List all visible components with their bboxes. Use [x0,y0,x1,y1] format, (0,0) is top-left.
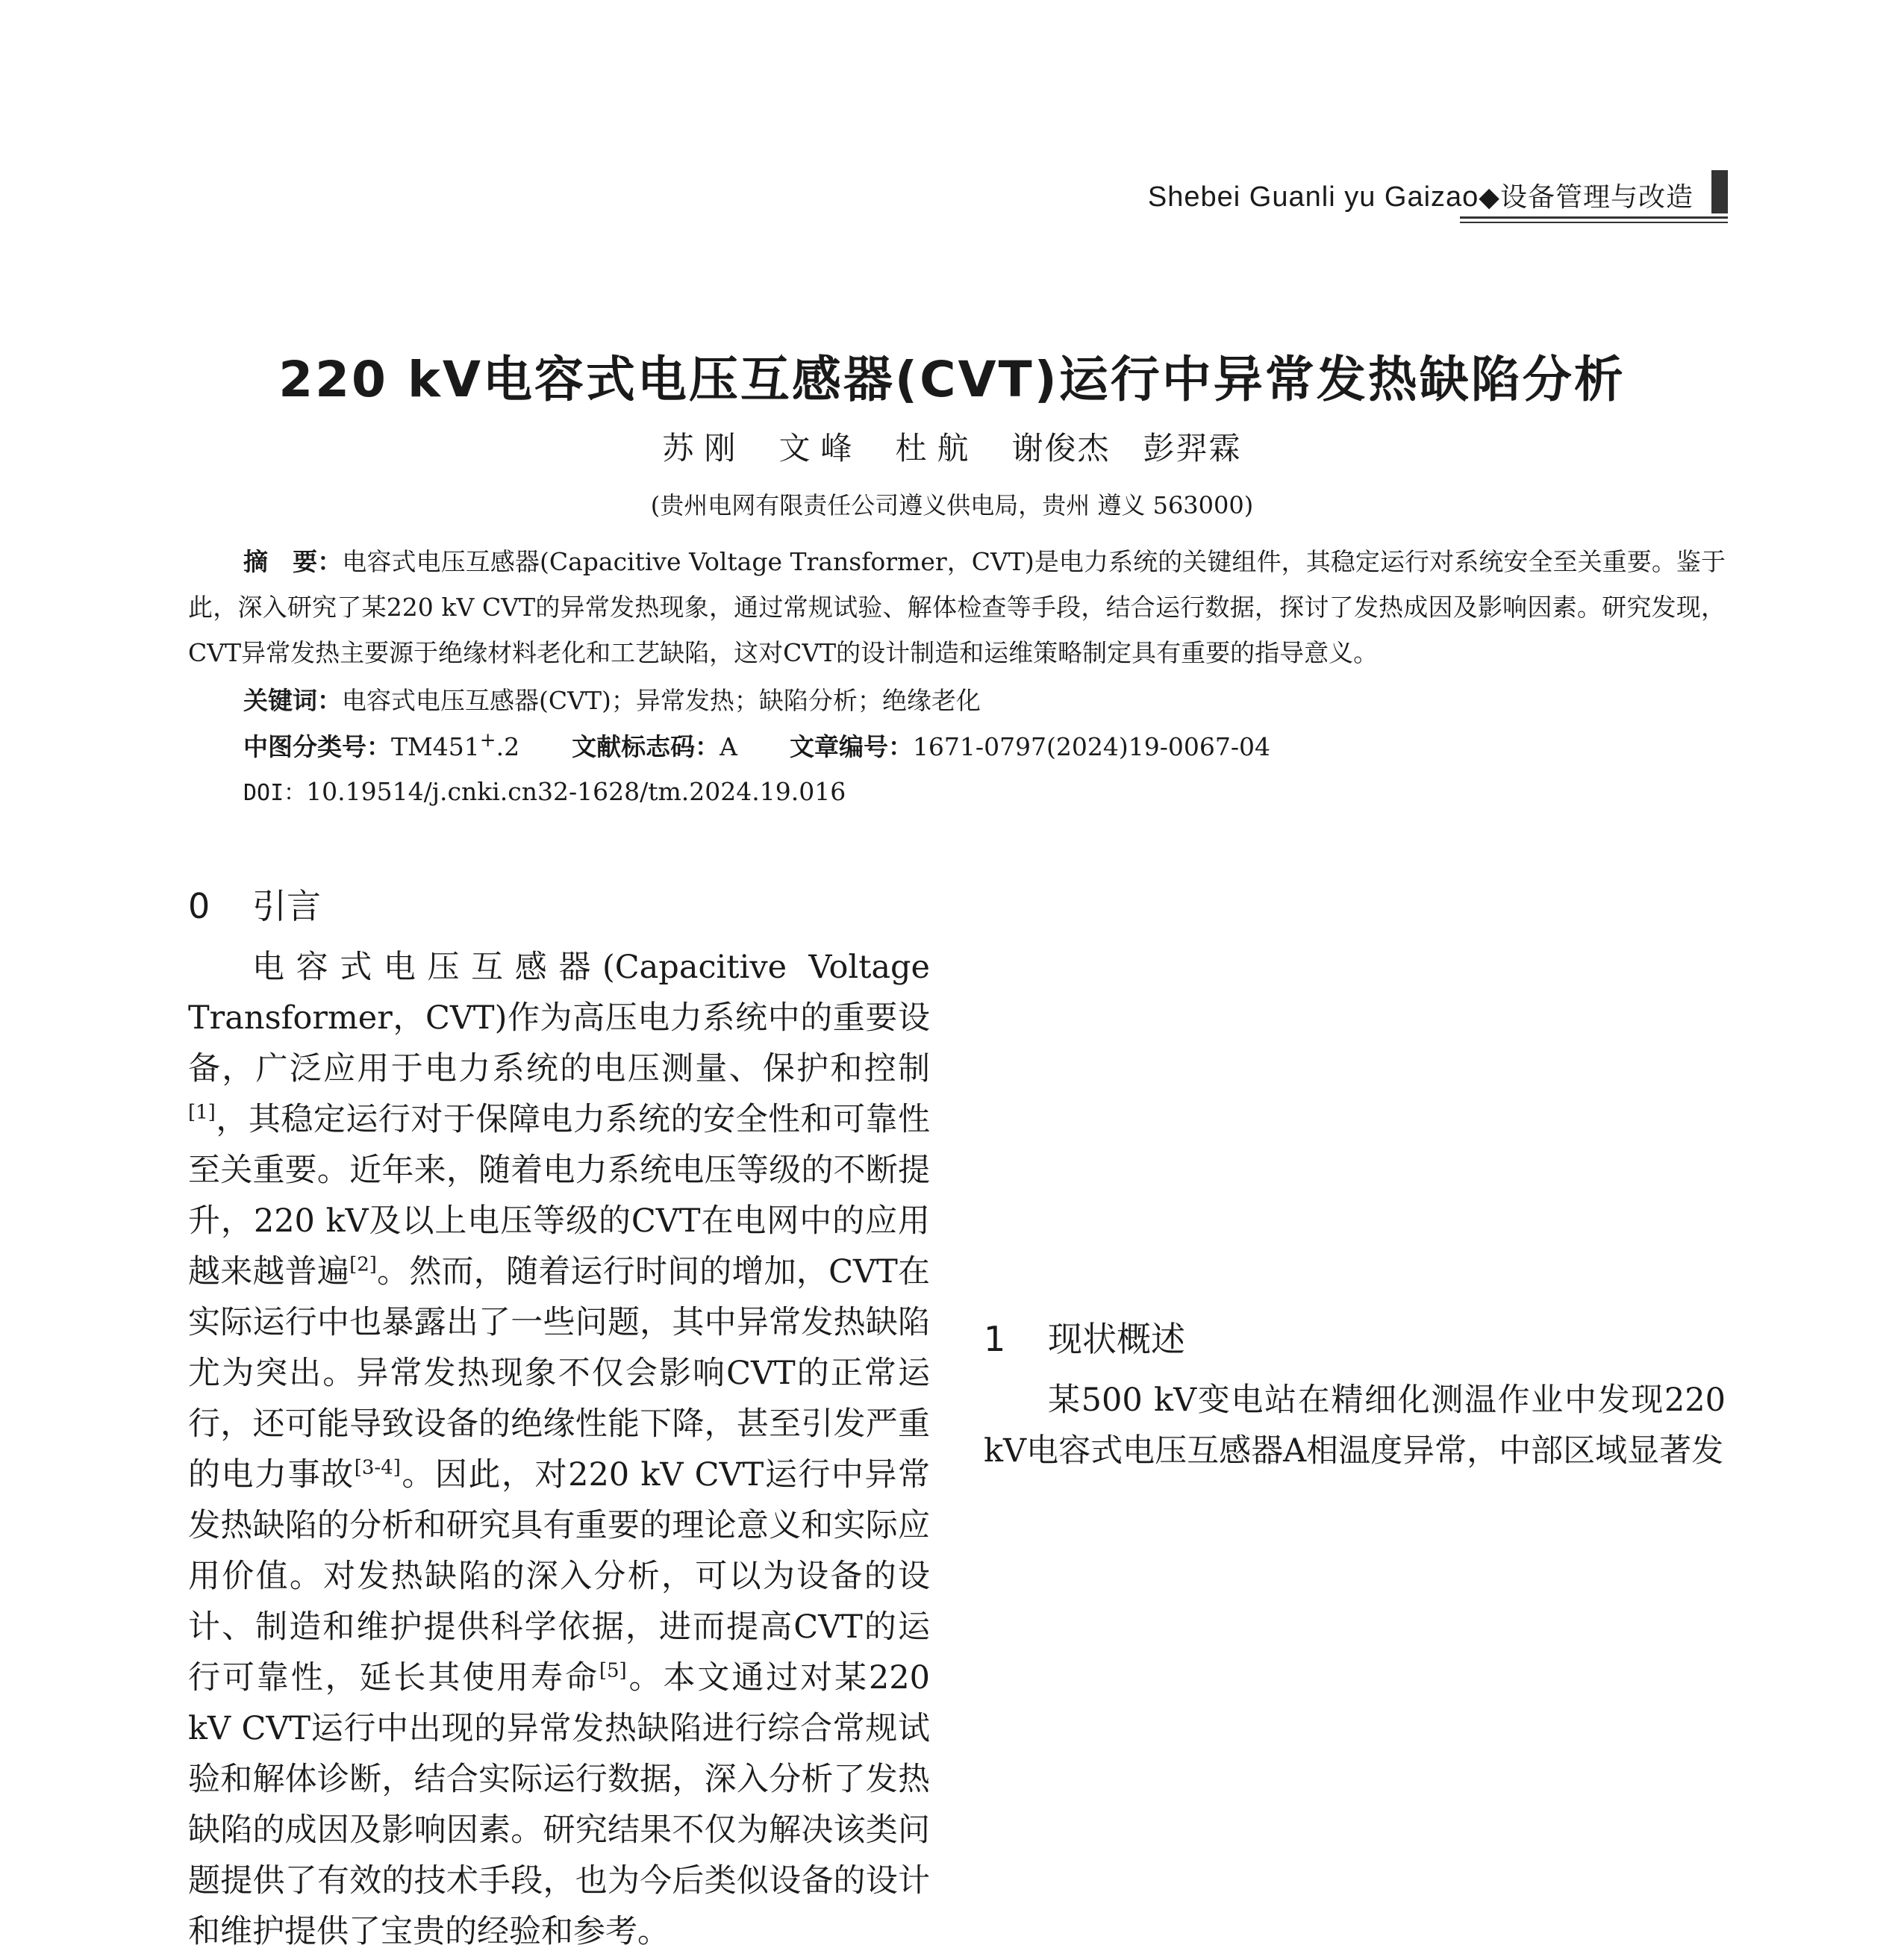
keywords-label: 关键词： [243,686,342,715]
clc-value: TM451 [391,732,480,761]
diamond-icon: ◆ [1479,182,1500,213]
body-paragraph [188,942,930,1957]
doc-code-value: A [720,732,737,761]
classification-line [243,728,1270,763]
citation: [2] [349,1253,377,1276]
article-number-value: 1671-0797(2024)19-0067-04 [912,732,1271,761]
author-name: 杜航 [895,430,979,466]
body-paragraph: 某500 kV变电站在精细化测温作业中发现220 kV电容式电压互感器A相温度异常，中部区域显著发 [984,1382,1726,1470]
author-name: 谢俊杰 [1011,430,1111,466]
header-rule [1460,216,1728,219]
header-bar-decoration [1711,170,1728,213]
citation: [5] [599,1659,627,1682]
section-heading [984,1314,1726,1364]
author-list [0,424,1904,469]
doi-line [243,774,846,807]
clc-superscript: + [479,729,496,752]
doc-code-label: 文献标志码： [572,732,720,761]
author-name: 文峰 [778,430,863,466]
paragraph-text: 。然而，随着运行时间的增加，CVT在实际运行中也暴露出了一些问题，其中异常发热缺陷尤为突出。异常发热现象不仅会影响CVT的正常运行，还可能导致设备的绝缘性能下降，甚至引发严重的电力事故 [188,1253,930,1494]
clc-suffix: .2 [496,732,520,761]
article-title: 220 kV电容式电压互感器(CVT)运行中异常发热缺陷分析 [278,351,1626,408]
doi-value: 10.19514/j.cnki.cn32-1628/tm.2024.19.016 [306,777,846,806]
section-heading [188,881,930,931]
author-name: 苏刚 [662,430,746,466]
citation: [1] [188,1101,216,1124]
abstract [188,539,1726,675]
keywords-text: 电容式电压互感器(CVT)；异常发热；缺陷分析；绝缘老化 [342,686,981,715]
author-name: 彭羿霖 [1143,430,1242,466]
affiliation: (贵州电网有限责任公司遵义供电局，贵州 遵义 563000) [650,491,1254,519]
journal-latin-name: Shebei Guanli yu Gaizao [1147,181,1479,213]
body-column-left [188,881,930,1957]
journal-chinese-name: 设备管理与改造 [1499,182,1694,213]
abstract-text: 电容式电压互感器(Capacitive Voltage Transformer，CVT)是电力系统的关键组件，其稳定运行对系统安全至关重要。鉴于此，深入研究了某220 kV CVT的异常发热现象，通过常规试验、解体检查等手段，结合运行数据，探讨了发热成因及影响因素。研究发现，CVT异常发热主要源于绝缘材料老化和工艺缺陷，这对CVT的设计制造和运维策略制定具有重要的指导意义。 [188,547,1726,667]
header-rule-thin [1460,222,1728,223]
article-number-label: 文章编号： [789,732,913,761]
abstract-label: 摘 要： [243,547,343,576]
citation: [3-4] [354,1456,401,1479]
paragraph-text: 。因此，对220 kV CVT运行中异常发热缺陷的分析和研究具有重要的理论意义和实际应用价值。对发热缺陷的深入分析，可以为设备的设计、制造和维护提供科学依据，进而提高CVT的运行可靠性，延长其使用寿命 [188,1456,931,1697]
body-column-right [984,1314,1726,1476]
keywords-line [243,681,981,717]
journal-name [1148,176,1694,214]
section-number: 1 [984,1319,1006,1359]
paragraph-text: ，其稳定运行对于保障电力系统的安全性和可靠性至关重要。近年来，随着电力系统电压等级的不断提升，220 kV及以上电压等级的CVT在电网中的应用越来越普遍 [188,1101,930,1290]
paragraph-text: 。本文通过对某220 kV CVT运行中出现的异常发热缺陷进行综合常规试验和解体诊断，结合实际运行数据，深入分析了发热缺陷的成因及影响因素。研究结果不仅为解决该类问题提供了有效的技术手段，也为今后类似设备的设计和维护提供了宝贵的经验和参考。 [188,1659,931,1950]
section-title: 现状概述 [1048,1319,1185,1359]
paragraph-text: 电容式电压互感器(Capacitive Voltage Transformer，CVT)作为高压电力系统中的重要设备，广泛应用于电力系统的电压测量、保护和控制 [188,949,930,1087]
section-number: 0 [188,886,210,926]
doi-label: DOI： [243,780,307,806]
section-title: 引言 [252,886,321,926]
running-header [1120,170,1728,222]
clc-label: 中图分类号： [243,732,391,761]
